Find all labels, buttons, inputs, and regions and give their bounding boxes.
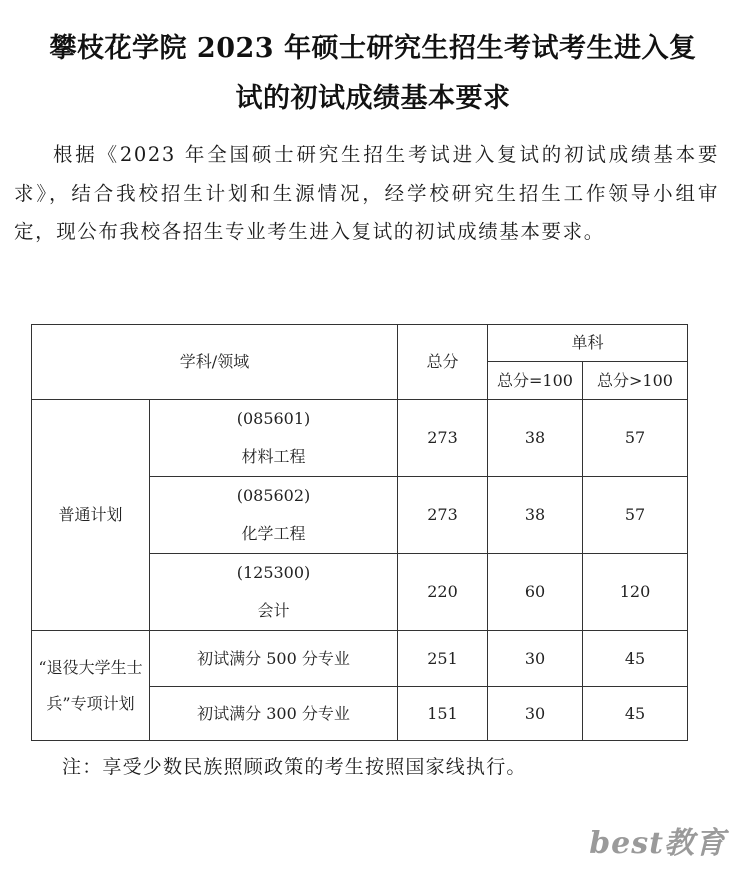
single-gt100-score: 45	[583, 687, 688, 741]
total-score: 273	[398, 477, 488, 554]
watermark: best教育	[589, 826, 726, 861]
header-single: 单科	[488, 325, 688, 362]
single-gt100-score: 45	[583, 631, 688, 687]
major-cell	[150, 400, 398, 477]
header-total: 总分	[398, 325, 488, 400]
score-requirements-table	[31, 324, 688, 741]
page-title-line-1: 攀枝花学院 2023 年硕士研究生招生考试考生进入复	[49, 33, 697, 64]
header-single-gt100: 总分>100	[583, 362, 688, 400]
single-eq100-score: 38	[488, 477, 583, 554]
major-code: (085601)	[236, 409, 311, 428]
total-score: 251	[398, 631, 488, 687]
single-eq100-score: 30	[488, 687, 583, 741]
group-name-regular: 普通计划	[32, 400, 150, 631]
major-name: 初试满分 300 分专业	[150, 687, 398, 741]
total-score: 151	[398, 687, 488, 741]
major-name: 初试满分 500 分专业	[150, 631, 398, 687]
single-eq100-score: 30	[488, 631, 583, 687]
major-name: 会计	[257, 601, 290, 620]
single-eq100-score: 38	[488, 400, 583, 477]
intro-paragraph: 根据《2023 年全国硕士研究生招生考试进入复试的初试成绩基本要求》，结合我校招生计划和生源情况，经学校研究生招生工作领导小组审定，现公布我校各招生专业考生进入复试的初试成绩基本要求。	[14, 143, 719, 243]
group-name-veterans: “退役大学生士兵”专项计划	[32, 631, 150, 741]
total-score: 273	[398, 400, 488, 477]
single-gt100-score: 57	[583, 400, 688, 477]
major-name: 材料工程	[241, 447, 306, 466]
page-title-line-2: 试的初试成绩基本要求	[235, 83, 511, 114]
header-single-eq100: 总分=100	[488, 362, 583, 400]
single-eq100-score: 60	[488, 554, 583, 631]
major-name: 化学工程	[241, 524, 306, 543]
single-gt100-score: 57	[583, 477, 688, 554]
total-score: 220	[398, 554, 488, 631]
footnote: 注：享受少数民族照顾政策的考生按照国家线执行。	[62, 756, 527, 778]
major-code: (085602)	[236, 486, 311, 505]
major-cell	[150, 477, 398, 554]
table-row	[32, 400, 688, 477]
header-field: 学科/领域	[32, 325, 398, 400]
table-row	[32, 631, 688, 687]
major-cell	[150, 554, 398, 631]
single-gt100-score: 120	[583, 554, 688, 631]
major-code: (125300)	[236, 563, 311, 582]
